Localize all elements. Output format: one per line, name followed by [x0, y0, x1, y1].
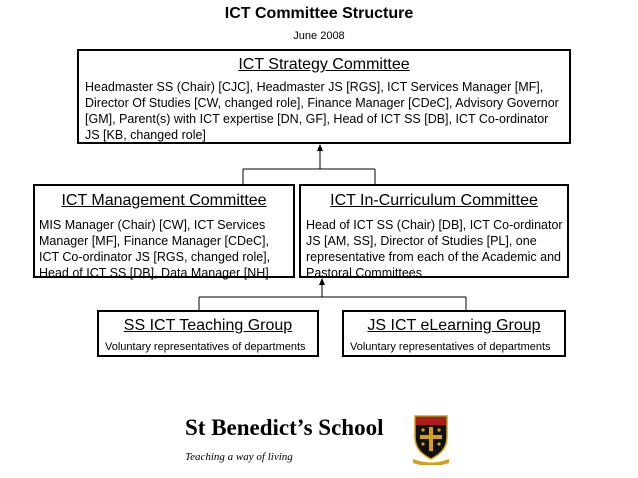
teaching-group-box — [97, 310, 319, 357]
strategy-committee-box — [77, 49, 571, 144]
teaching-group-members: Voluntary representatives of departments — [105, 341, 306, 353]
page-date: June 2008 — [293, 30, 345, 42]
curriculum-committee-title: ICT In-Curriculum Committee — [330, 192, 538, 209]
curriculum-committee-box — [299, 184, 569, 278]
elearning-group-title: JS ICT eLearning Group — [367, 317, 541, 334]
elearning-group-members: Voluntary representatives of departments — [350, 341, 551, 353]
school-name: St Benedict’s School — [185, 415, 384, 440]
strategy-committee-members: Headmaster SS (Chair) [CJC], Headmaster JS [RGS], ICT Services Manager [MF], Director Of Studies [CW, changed role], Finance Manager [CDeC], Advisory Governor [GM], Parent(s) with ICT expertise [DN, GF], Head of ICT SS [DB], ICT Co-ordinator JS [KB, changed role] — [85, 80, 559, 142]
elearning-group-box — [342, 310, 566, 357]
management-committee-box — [33, 184, 295, 278]
strategy-committee-title: ICT Strategy Committee — [238, 56, 410, 73]
teaching-group-title: SS ICT Teaching Group — [123, 317, 293, 334]
page-title: ICT Committee Structure — [224, 5, 414, 22]
management-committee-members: MIS Manager (Chair) [CW], ICT Services Manager [MF], Finance Manager [CDeC], ICT Co-ordinator JS [RGS, changed role], Head of ICT SS [DB], Data Manager [NH] — [39, 218, 271, 280]
school-crest-icon — [412, 413, 450, 465]
curriculum-committee-members: Head of ICT SS (Chair) [DB], ICT Co-ordinator JS [AM, SS], Director of Studies [PL], one representative from each of the Academic and Pastoral Committees — [306, 218, 563, 280]
school-motto: Teaching a way of living — [185, 451, 293, 463]
arrowhead-strategy — [317, 144, 323, 151]
management-committee-title: ICT Management Committee — [61, 192, 267, 209]
